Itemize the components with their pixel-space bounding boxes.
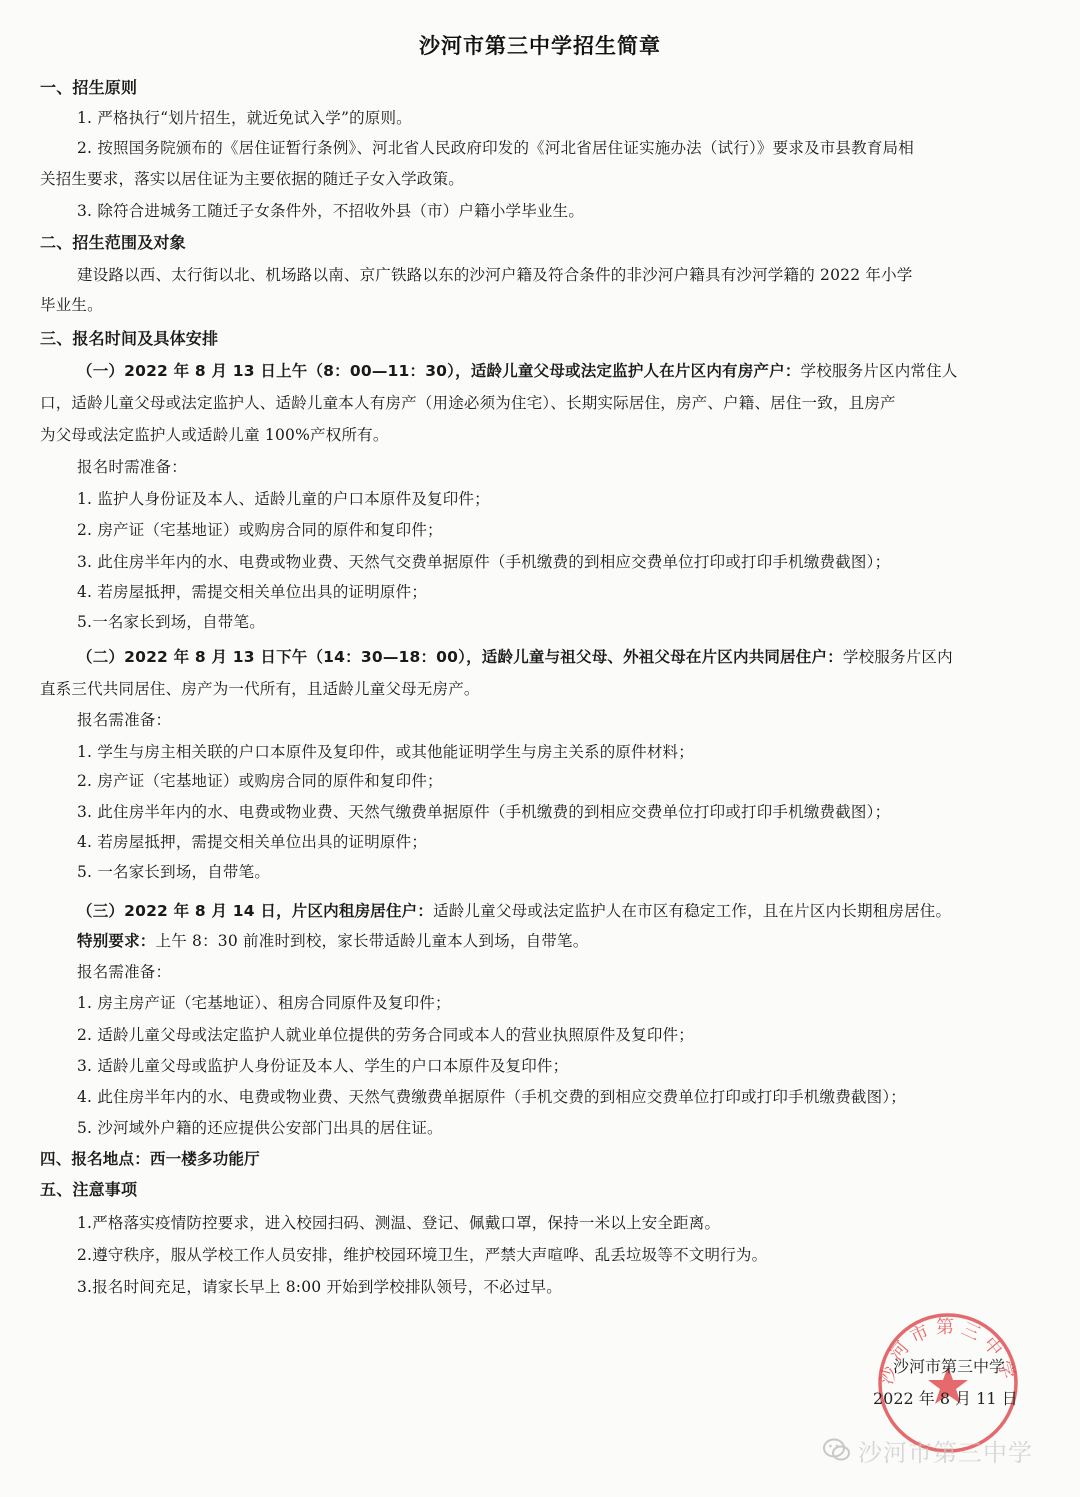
special-requirement-label: 特别要求： — [77, 932, 156, 950]
section-heading-notes: 五、注意事项 — [40, 1180, 138, 1199]
subsection-b-lead: （二）2022 年 8 月 13 日下午（14：30—18：00），适龄儿童与祖父母、外祖父母在片区内共同居住户： — [77, 648, 843, 666]
section-heading-scope: 二、招生范围及对象 — [40, 233, 186, 252]
paragraph: 关招生要求，落实以居住证为主要依据的随迁子女入学政策。 — [40, 170, 464, 188]
list-item: 3. 适龄儿童父母或监护人身份证及本人、学生的户口本原件及复印件； — [77, 1057, 569, 1075]
subsection-c-lead: （三）2022 年 8 月 14 日，片区内租房居住户： — [77, 902, 434, 920]
list-item: 5. 沙河域外户籍的还应提供公安部门出具的居住证。 — [77, 1119, 443, 1137]
list-item: 3.报名时间充足，请家长早上 8:00 开始到学校排队领号，不必过早。 — [77, 1278, 562, 1296]
location-value: 西一楼多功能厅 — [149, 1150, 260, 1168]
prep-label: 报名需准备： — [77, 711, 172, 729]
section-heading-location: 四、报名地点： — [40, 1150, 150, 1168]
special-requirement-text: 上午 8：30 前准时到校，家长带适龄儿童本人到场，自带笔。 — [155, 932, 589, 950]
paragraph: 直系三代共同居住、房产为一代所有，且适龄儿童父母无房产。 — [40, 680, 480, 698]
paragraph: 2. 按照国务院颁布的《居住证暂行条例》、河北省人民政府印发的《河北省居住证实施办法（试行）》要求及市县教育局相 — [77, 139, 914, 157]
list-item: 1. 监护人身份证及本人、适龄儿童的户口本原件及复印件； — [77, 490, 490, 508]
subsection-a-lead: （一）2022 年 8 月 13 日上午（8：00—11：30），适龄儿童父母或法定监护人在片区内有房产户： — [77, 362, 801, 380]
list-item: 4. 若房屋抵押，需提交相关单位出具的证明原件； — [77, 833, 428, 851]
section-heading-principles: 一、招生原则 — [40, 78, 138, 97]
subsection-a-first-line — [77, 360, 958, 382]
watermark-text: 沙河市第三中学 — [858, 1439, 1033, 1467]
list-item: 1.严格落实疫情防控要求，进入校园扫码、测温、登记、佩戴口罩，保持一米以上安全距离。 — [77, 1214, 721, 1232]
subsection-c-text: 适龄儿童父母或法定监护人在市区有稳定工作，且在片区内长期租房居住。 — [433, 902, 952, 920]
section-location-line — [40, 1148, 260, 1170]
seal-text: 沙河市第三中学 — [876, 1316, 1020, 1387]
list-item: 3. 此住房半年内的水、电费或物业费、天然气缴费单据原件（手机缴费的到相应交费单位打印或打印手机缴费截图）； — [77, 803, 891, 821]
special-requirement-line — [77, 930, 588, 952]
paragraph: 3. 除符合进城务工随迁子女条件外，不招收外县（市）户籍小学毕业生。 — [77, 202, 585, 220]
list-item: 1. 房主房产证（宅基地证）、租房合同原件及复印件； — [77, 994, 451, 1012]
paragraph: 1. 严格执行“划片招生，就近免试入学”的原则。 — [77, 109, 412, 127]
paragraph: 为父母或法定监护人或适龄儿童 100%产权所有。 — [40, 426, 389, 444]
subsection-a-text: 学校服务片区内常住人 — [800, 362, 958, 380]
list-item: 2. 适龄儿童父母或法定监护人就业单位提供的劳务合同或本人的营业执照原件及复印件； — [77, 1026, 694, 1044]
list-item: 5.一名家长到场，自带笔。 — [77, 613, 265, 631]
subsection-c-first-line — [77, 900, 951, 922]
list-item: 2.遵守秩序，服从学校工作人员安排，维护校园环境卫生，严禁大声喧哗、乱丢垃圾等不文明行为。 — [77, 1246, 768, 1264]
list-item: 2. 房产证（宅基地证）或购房合同的原件和复印件； — [77, 521, 443, 539]
subsection-b-text: 学校服务片区内 — [842, 648, 953, 666]
list-item: 3. 此住房半年内的水、电费或物业费、天然气交费单据原件（手机缴费的到相应交费单位打印或打印手机缴费截图）； — [77, 553, 891, 571]
list-item: 4. 若房屋抵押，需提交相关单位出具的证明原件； — [77, 583, 428, 601]
list-item: 1. 学生与房主相关联的户口本原件及复印件，或其他能证明学生与房主关系的原件材料； — [77, 743, 694, 761]
prep-label: 报名时需准备： — [77, 458, 187, 476]
paragraph: 口，适龄儿童父母或法定监护人、适龄儿童本人有房产（用途必须为住宅）、长期实际居住，房产、户籍、居住一致，且房产 — [40, 394, 896, 412]
list-item: 5. 一名家长到场，自带笔。 — [77, 863, 271, 881]
wechat-icon — [822, 1437, 852, 1463]
signature-date: 2022 年 8 月 11 日 — [873, 1389, 1018, 1408]
list-item: 4. 此住房半年内的水、电费或物业费、天然气费缴费单据原件（手机交费的到相应交费单位打印或打印手机缴费截图）； — [77, 1088, 906, 1106]
prep-label: 报名需准备： — [77, 963, 172, 981]
list-item: 2. 房产证（宅基地证）或购房合同的原件和复印件； — [77, 772, 443, 790]
paragraph: 建设路以西、太行街以北、机场路以南、京广铁路以东的沙河户籍及符合条件的非沙河户籍具有沙河学籍的 2022 年小学 — [77, 266, 913, 284]
section-heading-schedule: 三、报名时间及具体安排 — [40, 329, 219, 348]
document-title: 沙河市第三中学招生简章 — [419, 34, 661, 58]
signature-school: 沙河市第三中学 — [893, 1357, 1006, 1376]
paragraph: 毕业生。 — [40, 296, 103, 314]
subsection-b-first-line — [77, 646, 953, 668]
